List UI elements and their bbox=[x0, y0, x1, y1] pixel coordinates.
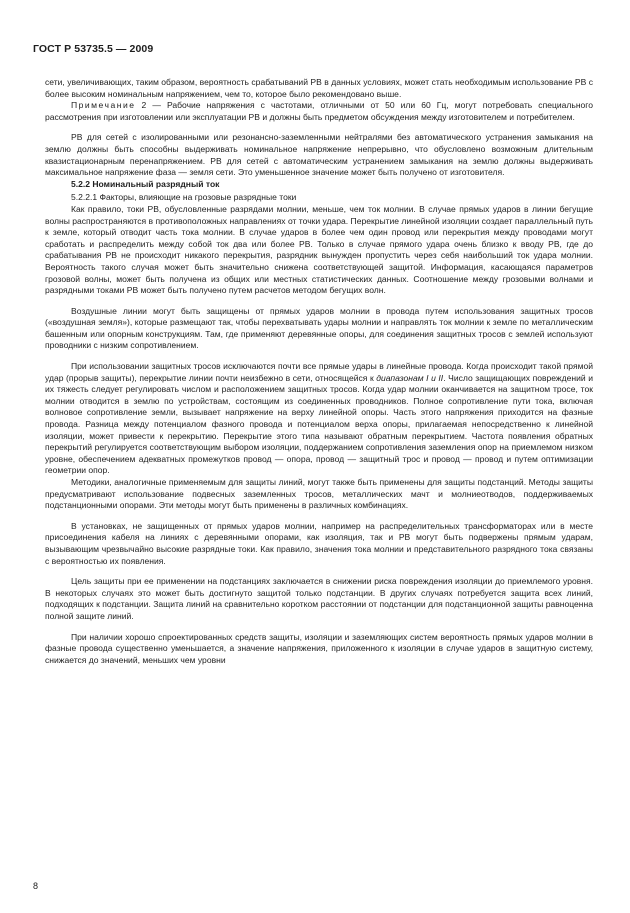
p4-italic-ranges: диапазонам I и II bbox=[376, 372, 444, 383]
body-text bbox=[45, 77, 593, 666]
paragraph-continuation: сети, увеличивающих, таким образом, вероятность срабатываний РВ в данных условиях, может стать необходимым использование РВ с более высоким номинальным напряжением, чем то, которое было рекомендовано выше. bbox=[45, 77, 593, 99]
paragraph-well-designed-protection: При наличии хорошо спроектированных средств защиты, изоляции и заземляющих систем вероятность прямых ударов молнии в фазные провода существенно уменьшается, а значение напряжения, приложенного к изоляции в случае ударов в защитную систему, снижается до значений, меньших чем уровни bbox=[45, 631, 593, 665]
paragraph-substation-methods: Методики, аналогичные применяемым для защиты линий, могут также быть применены для защиты подстанций. Методы защиты предусматривают использование подвесных заземленных тросов, металлических мачт и молниеотводов, поддерживаемых подстанционными опорами. Эти методы могут быть применены в различных комбинациях. bbox=[45, 477, 593, 511]
p4-part-b: . Число защищающих повреждений и их тяжесть следует регулировать числом и расположением защитных тросов. Когда удар молнии оканчивается на защитном тросе, ток молнии отводится в землю по устройствам, состоящим из соединенных проводников. Полное сопротивление пути тока, включая волновое сопротивление земли, вызывает напряжение на верху линейной опоры. Часть этого напряжения приходится на фазные провода. Разница между потенциалом фазного провода и потенциалом верха опоры, прилагаемая непосредственно к линейной изоляции, может привести к перекрытию. Перекрытие этого типа называют обратным перекрытием. Частота появления обратных перекрытий регулируется соответствующим выбором изоляции, поддержанием сопротивления заземления опор на приемлемом низком уровне, обеспечением адекватных промежутков провод — опора, провод — защитный трос и провод — провод и путем оптимизации геометрии опор. bbox=[45, 372, 593, 476]
paragraph-arrester-currents: Как правило, токи РВ, обусловленные разрядами молнии, меньше, чем ток молнии. В случае прямых ударов в линии бегущие волны распространяются в противоположных направлениях от точки удара. Перекрытие линейной изоляции создает параллельный путь к земле, который отводит часть тока молнии. В случае ударов в более чем один провод или перекрытия между проводами могут сработать и распределить между собой ток два или более РВ. Только в случае прямого удара очень близко к вводу РВ, где до срабатывания РВ не происходит никакого перекрытия, разрядник вынужден пропустить через себя наибольший ток удара молнии. Вероятность такого случая может быть значительно снижена соответствующей защитой. Информация, касающаяся параметров грозовой волны, может быть получена из общих или местных статистических данных. Соотношение между грозовыми волнами и разрядными токами РВ может быть получено путем расчетов методом бегущих волн. bbox=[45, 203, 593, 296]
section-heading-5-2-2: 5.2.2 Номинальный разрядный ток bbox=[71, 178, 220, 189]
note-text: 2 — Рабочие напряжения с частотами, отличными от 50 или 60 Гц, могут потребовать специального рассмотрения при изготовлении или эксплуатации РВ и должны быть предметом обсуждения между изготовителем и потребителем. bbox=[45, 100, 593, 122]
paragraph-shield-wires bbox=[45, 361, 593, 477]
paragraph-unprotected-installations: В установках, не защищенных от прямых ударов молнии, например на распределительных трансформаторах или в месте присоединения кабеля на линиях с деревянными опорами, как изоляция, так и РВ могут быть подвержены прямым ударам, вызывающим чрезвычайно высокие разрядные токи. Как правило, значения тока молнии и представительного разрядного тока связаны с вероятностью их появления. bbox=[45, 520, 593, 566]
note bbox=[45, 100, 593, 123]
paragraph-isolated-neutral: РВ для сетей с изолированными или резонансно-заземленными нейтралями без автоматического устранения замыкания на землю должны быть способны выдерживать номинальное напряжение непрерывно, что обусловлено возможным длительным квазистационарным перенапряжением. РВ для сетей с автоматическим устранением замыкания на землю должны выдерживать максимальное напряжение фаза — земля сети. Это уменьшенное значение может быть получено от изготовителя. bbox=[45, 132, 593, 178]
p4-part-a: При использовании защитных тросов исключаются почти все прямые удары в линейные провода. Когда происходит такой прямой удар (прорыв защиты), перекрытие линии почти неизбежно в сети, относящейся к bbox=[45, 361, 593, 383]
note-label: Примечание bbox=[71, 100, 136, 111]
subsection-heading-5-2-2-1: 5.2.2.1 Факторы, влияющие на грозовые разрядные токи bbox=[71, 192, 297, 203]
standard-header: ГОСТ Р 53735.5 — 2009 bbox=[33, 43, 154, 55]
paragraph-protection-goal: Цель защиты при ее применении на подстанциях заключается в снижении риска повреждения изоляции до приемлемого уровня. В некоторых случаях это может быть достигнуто защитой только подстанции. В других случаях потребуется защита всех линий, подходящих к подстанции. Защита линий на сравнительно коротком расстоянии от подстанции для подстанционной защиты равноценна полной защите линий. bbox=[45, 576, 593, 621]
page-number: 8 bbox=[33, 881, 39, 891]
paragraph-overhead-lines: Воздушные линии могут быть защищены от прямых ударов молнии в провода путем использования защитных тросов («воздушная земля»), которые размещают так, чтобы перехватывать удары молнии и направлять ток молнии к земле по металлическим башенным или опорным конструкциям. Там, где применяют деревянные опоры, для соединения защитных тросов с землей используют проводники с низким сопротивлением. bbox=[45, 305, 593, 351]
